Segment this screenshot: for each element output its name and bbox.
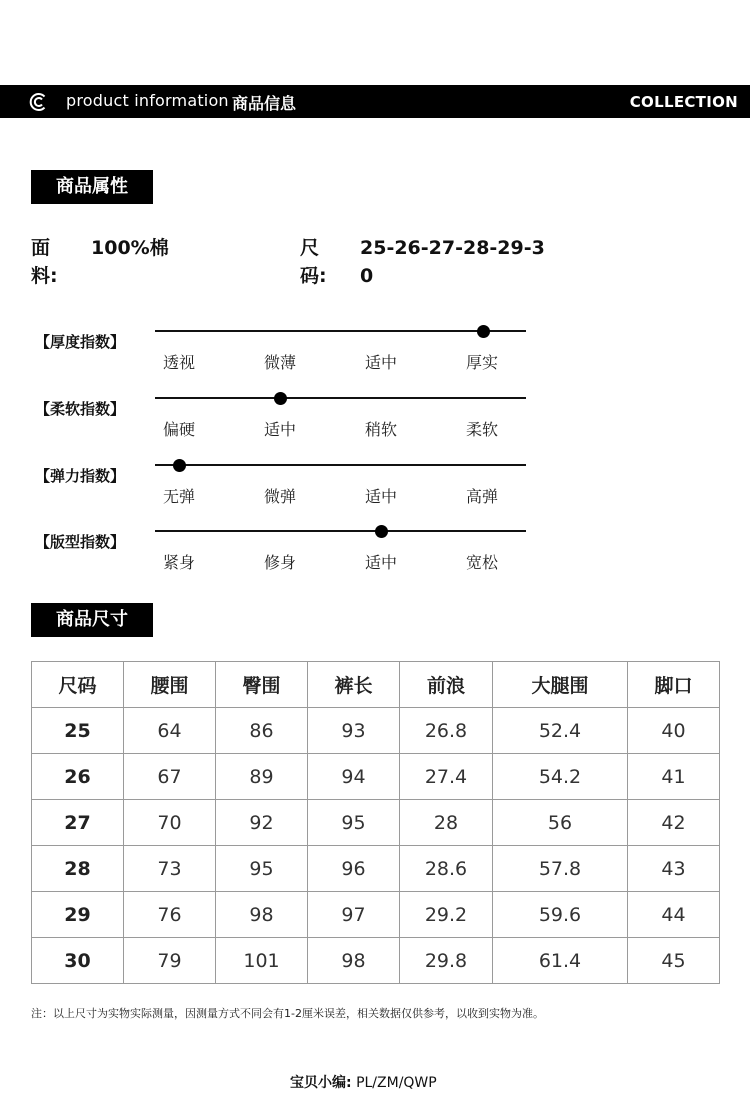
table-cell: 26.8	[400, 708, 493, 754]
index-option: 修身	[264, 553, 297, 572]
column-header: 裤长	[308, 662, 400, 708]
column-header: 大腿围	[493, 662, 628, 708]
table-row	[32, 800, 720, 846]
index-option: 厚实	[466, 353, 499, 372]
table-cell: 28.6	[400, 846, 493, 892]
table-row	[32, 708, 720, 754]
table-cell: 61.4	[493, 938, 628, 984]
fabric-value: 100%棉	[91, 237, 169, 259]
table-cell: 29	[32, 892, 124, 938]
table-cell: 95	[216, 846, 308, 892]
table-cell: 29.8	[400, 938, 493, 984]
index-option: 微弹	[264, 487, 297, 506]
editor-credit	[290, 1072, 437, 1092]
index-marker	[274, 392, 287, 405]
table-cell: 43	[628, 846, 720, 892]
table-cell: 89	[216, 754, 308, 800]
index-option: 高弹	[466, 487, 499, 506]
fabric-key: 面料:	[31, 237, 58, 287]
index-option: 适中	[365, 487, 398, 506]
index-title: 【弹力指数】	[35, 467, 126, 485]
table-cell: 40	[628, 708, 720, 754]
index-option: 适中	[365, 553, 398, 572]
table-cell: 29.2	[400, 892, 493, 938]
table-cell: 54.2	[493, 754, 628, 800]
header-title-cn: 商品信息	[232, 94, 297, 113]
table-cell: 79	[124, 938, 216, 984]
table-cell: 70	[124, 800, 216, 846]
index-option: 无弹	[163, 487, 196, 506]
table-cell: 92	[216, 800, 308, 846]
table-cell: 30	[32, 938, 124, 984]
index-title: 【版型指数】	[35, 533, 126, 551]
index-option: 适中	[264, 420, 297, 439]
index-title: 【柔软指数】	[35, 400, 126, 418]
collection-label: COLLECTION	[629, 93, 738, 111]
table-cell: 28	[32, 846, 124, 892]
table-cell: 59.6	[493, 892, 628, 938]
table-row	[32, 938, 720, 984]
table-row	[32, 892, 720, 938]
table-cell: 64	[124, 708, 216, 754]
index-option: 稍软	[365, 420, 398, 439]
index-option: 微薄	[264, 353, 297, 372]
table-cell: 27.4	[400, 754, 493, 800]
table-cell: 73	[124, 846, 216, 892]
table-cell: 41	[628, 754, 720, 800]
table-cell: 67	[124, 754, 216, 800]
index-line	[155, 397, 526, 399]
attributes-section-title	[31, 170, 153, 204]
table-cell: 44	[628, 892, 720, 938]
index-option: 宽松	[466, 553, 499, 572]
column-header: 腰围	[124, 662, 216, 708]
index-line	[155, 464, 526, 466]
table-cell: 27	[32, 800, 124, 846]
header-title-en: product information	[66, 91, 229, 110]
table-row	[32, 846, 720, 892]
index-marker	[173, 459, 186, 472]
column-header: 尺码	[32, 662, 124, 708]
table-cell: 42	[628, 800, 720, 846]
size-table	[31, 661, 720, 984]
size-table-header	[32, 662, 720, 708]
column-header: 臀围	[216, 662, 308, 708]
table-cell: 98	[308, 938, 400, 984]
index-option: 紧身	[163, 553, 196, 572]
attributes-section-title-text: 商品属性	[56, 176, 128, 197]
c-logo-icon	[29, 92, 49, 112]
table-cell: 94	[308, 754, 400, 800]
table-cell: 25	[32, 708, 124, 754]
table-cell: 52.4	[493, 708, 628, 754]
index-line	[155, 330, 526, 332]
table-cell: 45	[628, 938, 720, 984]
table-cell: 97	[308, 892, 400, 938]
table-cell: 98	[216, 892, 308, 938]
header-bar	[0, 85, 750, 118]
index-line	[155, 530, 526, 532]
index-option: 柔软	[466, 420, 499, 439]
measurement-note: 注：以上尺寸为实物实际测量，因测量方式不同会有1-2厘米误差，相关数据仅供参考，以收到实物为准。	[31, 1007, 544, 1020]
editor-label: 宝贝小编:	[290, 1075, 352, 1091]
index-option: 偏硬	[163, 420, 196, 439]
table-cell: 86	[216, 708, 308, 754]
table-cell: 101	[216, 938, 308, 984]
size-section-title-text: 商品尺寸	[56, 609, 128, 630]
column-header: 前浪	[400, 662, 493, 708]
table-cell: 96	[308, 846, 400, 892]
table-cell: 56	[493, 800, 628, 846]
table-cell: 76	[124, 892, 216, 938]
index-option: 适中	[365, 353, 398, 372]
table-cell: 57.8	[493, 846, 628, 892]
index-option: 透视	[163, 353, 196, 372]
index-title: 【厚度指数】	[35, 333, 126, 351]
index-marker	[477, 325, 490, 338]
editor-value: PL/ZM/QWP	[356, 1075, 437, 1091]
table-cell: 95	[308, 800, 400, 846]
table-cell: 93	[308, 708, 400, 754]
table-row	[32, 754, 720, 800]
table-cell: 28	[400, 800, 493, 846]
table-cell: 26	[32, 754, 124, 800]
index-marker	[375, 525, 388, 538]
column-header: 脚口	[628, 662, 720, 708]
size-section-title	[31, 603, 153, 637]
size-key: 尺码:	[300, 237, 327, 287]
size-value: 25-26-27-28-29-30	[360, 237, 545, 287]
